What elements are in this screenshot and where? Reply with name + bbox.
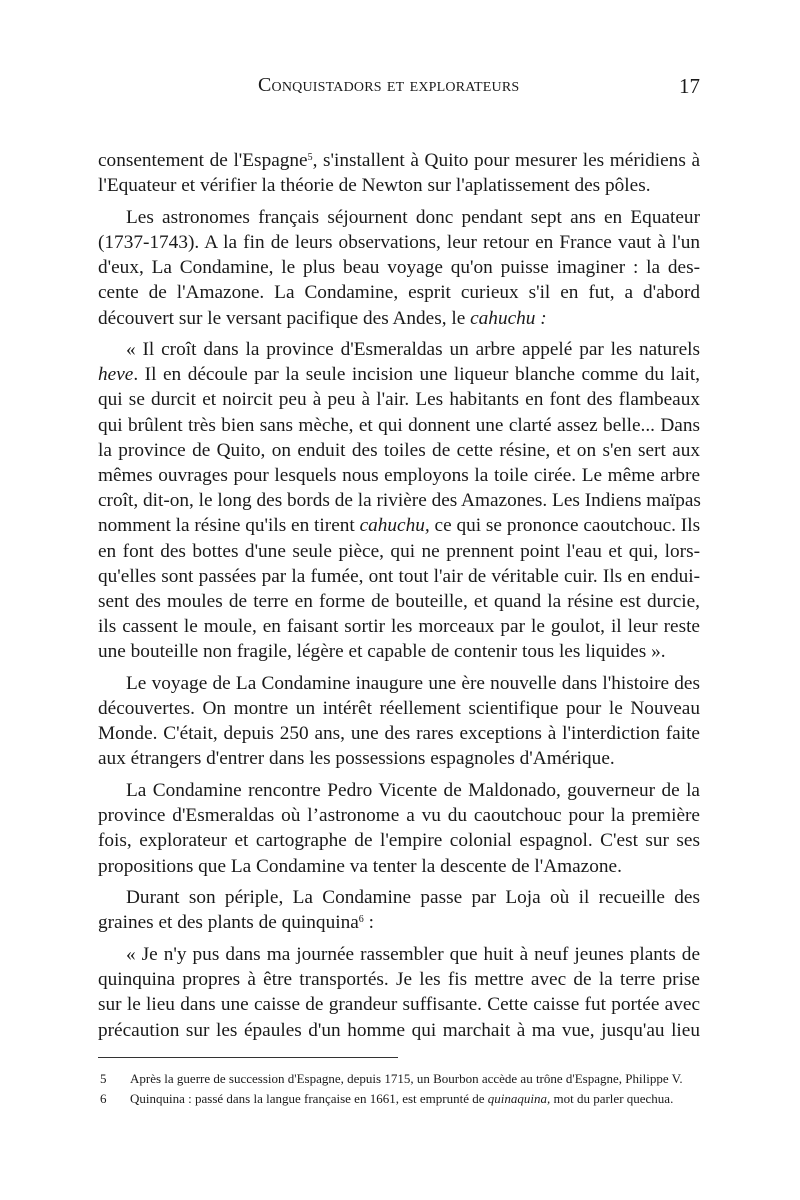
text-line (98, 967, 700, 992)
italic-text: cahuchu, (359, 515, 430, 537)
text-run: d'eux, La Condamine, le plus beau voyage qu'on puisse imaginer : la des- (98, 257, 700, 279)
paragraph (98, 148, 700, 198)
text-line (98, 463, 700, 488)
text-line (98, 337, 700, 362)
text-run: qui se durcit et noircit peu à peu à l'air. Les habitants en font des flambeaux (98, 389, 700, 411)
paragraph (98, 885, 700, 935)
text-run: graines et des plants de quinquina (98, 912, 359, 934)
footnote (98, 1089, 718, 1109)
footnote-reference: 5 (307, 152, 313, 163)
text-run: qu'elles sont passées par la fumée, ont tout l'air de véritable cuir. Ils en endui- (98, 565, 700, 587)
text-run: mot du parler quechua. (550, 1091, 674, 1106)
text-run: croît, dit-on, le long des bords de la rivière des Amazones. Les Indiens maïpas (98, 490, 701, 512)
italic-text: quinaquina, (487, 1091, 551, 1106)
text-line (98, 854, 700, 879)
page-number: 17 (679, 74, 700, 98)
text-run: : (363, 912, 374, 934)
text-run: cente de l'Amazone. La Condamine, esprit curieux s'il en fut, a d'abord (98, 282, 700, 304)
text-run: aux étrangers d'entrer dans les possessions espagnoles d'Amérique. (98, 748, 615, 770)
text-run: une bouteille non fragile, légère et capable de contenir tous les liquides ». (98, 641, 666, 663)
running-header (98, 74, 700, 102)
text-run: Le voyage de La Condamine inaugure une ère nouvelle dans l'histoire des (126, 672, 700, 694)
text-run: . Il en découle par la seule incision une liqueur blanche comme du lait, (133, 364, 700, 386)
text-line (98, 589, 700, 614)
text-line (98, 564, 700, 589)
italic-text: heve (98, 364, 134, 386)
text-run: l'Equateur et vérifier la théorie de Newton sur l'aplatissement des pôles. (98, 175, 651, 197)
text-run: Durant son périple, La Condamine passe par Loja où il recueille des (126, 887, 700, 909)
text-run: ils cassent le moule, en faisant sortir les morceaux par le goulot, il leur reste (98, 616, 700, 638)
text-line (98, 387, 700, 412)
text-line (98, 280, 700, 305)
text-line (98, 148, 700, 173)
text-run: en font des bottes d'une seule pièce, qui ne prennent point l'eau et qui, lors- (98, 540, 700, 562)
paragraph (98, 671, 700, 772)
text-line (98, 513, 700, 538)
text-line (98, 173, 700, 198)
text-line (98, 828, 700, 853)
text-line (98, 438, 700, 463)
text-line (98, 255, 700, 280)
italic-text: cahuchu : (470, 307, 547, 329)
text-run: Quinquina : passé dans la langue française en 1661, est emprunté de (130, 1091, 488, 1106)
text-run: sur le lieu dans une caisse de grandeur suffisante. Cette caisse fut portée avec (98, 994, 700, 1016)
text-run: propositions que La Condamine va tenter la descente de l'Amazone. (98, 855, 622, 877)
footnote-separator (98, 1057, 398, 1058)
paragraph (98, 337, 700, 664)
paragraph (98, 205, 700, 331)
paragraph (98, 942, 700, 1043)
text-run: la province de Quito, on enduit des toiles de cette résine, et on s'en sert aux (98, 439, 700, 461)
text-line (98, 721, 700, 746)
text-run: fois, explorateur et cartographe de l'empire colonial espagnol. C'est sur ses (98, 830, 700, 852)
footnote (98, 1069, 718, 1089)
text-run: qui brûlent très bien sans mèche, et qui donnent une clarté assez belle... Dans (98, 414, 700, 436)
footnote-number: 6 (100, 1091, 107, 1106)
running-title: Conquistadors et explorateurs (258, 74, 520, 96)
body-text (98, 148, 700, 1049)
text-line (98, 778, 700, 803)
text-run: consentement de l'Espagne (98, 150, 308, 171)
text-run: mêmes ouvrages pour lesquels nous employons la toile cirée. Le même arbre (98, 465, 700, 487)
text-run: quinquina propres à être transportés. Je les fis mettre avec de la terre prise (98, 969, 700, 991)
text-run: Après la guerre de succession d'Espagne, depuis 1715, un Bourbon accède au trône d'Espagne, Philippe V. (130, 1071, 683, 1086)
text-run: province d'Esmeraldas où l’astronome a vu du caoutchouc pour la première (98, 805, 700, 827)
text-run: ce qui se prononce caoutchouc. Ils (429, 515, 701, 537)
text-line (98, 205, 700, 230)
text-line (98, 671, 700, 696)
text-run: Monde. C'était, depuis 250 ans, une des rares exceptions à l'interdiction faite (98, 723, 700, 745)
text-run: nomment la résine qu'ils en tirent (98, 515, 360, 537)
paragraph (98, 778, 700, 879)
text-run: découvertes. On montre un intérêt réellement scientifique pour le Nouveau (98, 698, 700, 720)
text-line (98, 1018, 700, 1043)
text-run: sent des moules de terre en forme de bouteille, et quand la résine est durcie, (98, 590, 700, 612)
text-run: Les astronomes français séjournent donc pendant sept ans en Equateur (126, 206, 700, 228)
footnotes (98, 1069, 718, 1109)
text-run: , s'installent à Quito pour mesurer les méridiens à (312, 150, 700, 171)
text-line (98, 639, 700, 664)
text-line (98, 696, 700, 721)
text-run: précaution sur les épaules d'un homme qui marchait à ma vue, jusqu'au lieu (98, 1019, 700, 1041)
text-line (98, 230, 700, 255)
text-run: (1737-1743). A la fin de leurs observations, leur retour en France vaut à l'un (98, 231, 700, 253)
text-run: « Il croît dans la province d'Esmeraldas un arbre appelé par les naturels (126, 339, 700, 361)
text-run: « Je n'y pus dans ma journée rassembler que huit à neuf jeunes plants de (126, 943, 700, 965)
text-line (98, 746, 700, 771)
text-line (98, 992, 700, 1017)
text-line (98, 614, 700, 639)
text-line (98, 539, 700, 564)
text-line (98, 942, 700, 967)
text-line (98, 803, 700, 828)
footnote-reference: 6 (358, 914, 364, 926)
text-line (98, 362, 700, 387)
text-line (98, 885, 700, 910)
footnote-number: 5 (100, 1071, 107, 1086)
text-line (98, 413, 700, 438)
text-line (98, 488, 700, 513)
text-line (98, 306, 700, 331)
text-run: La Condamine rencontre Pedro Vicente de Maldonado, gouverneur de la (126, 780, 700, 802)
text-line (98, 910, 700, 935)
text-run: découvert sur le versant pacifique des Andes, le (98, 307, 471, 329)
